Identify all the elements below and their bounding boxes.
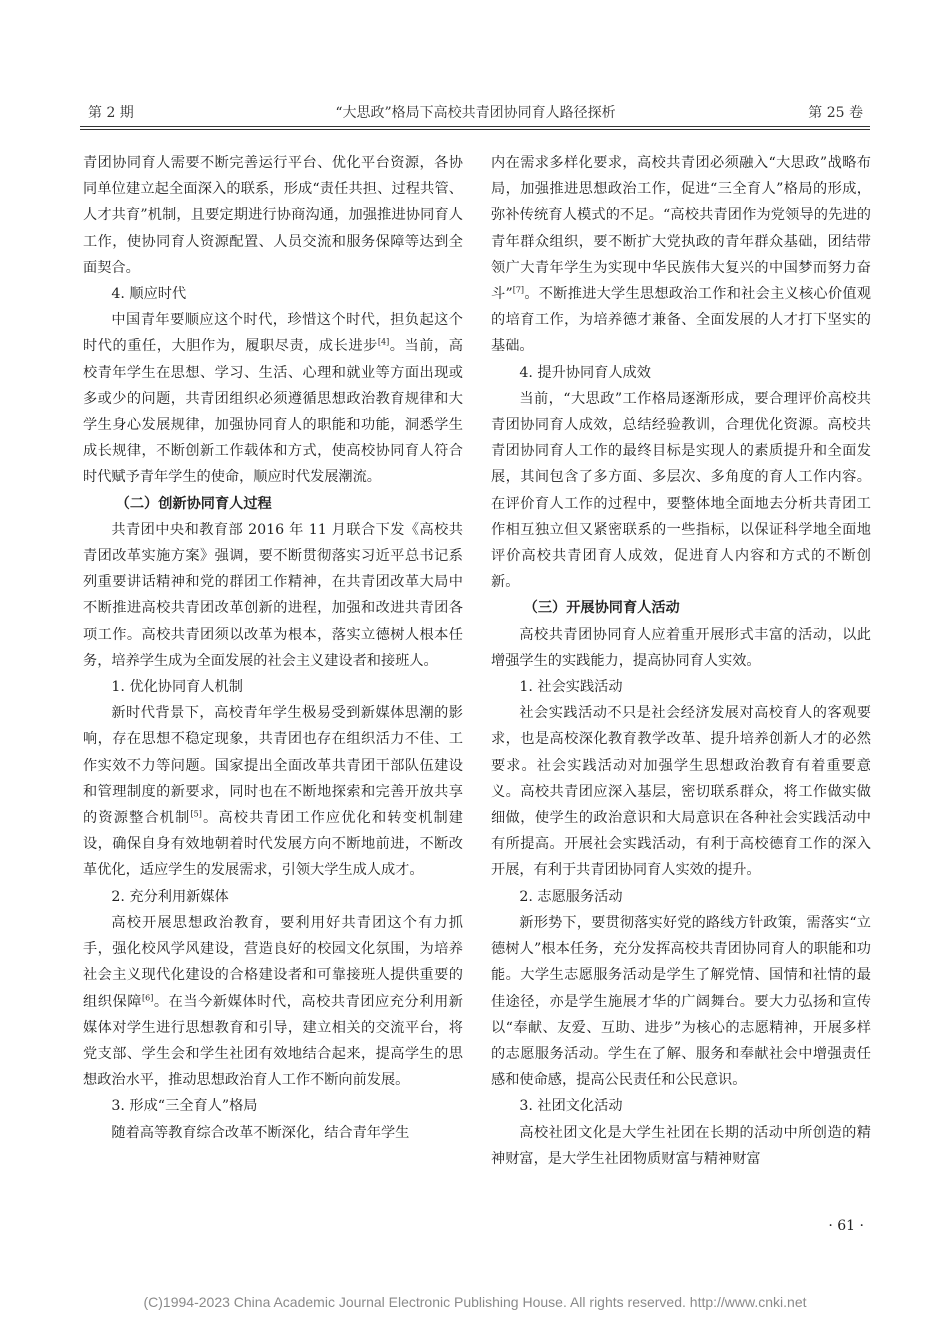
citation-ref[interactable]: [5]: [190, 809, 202, 819]
paragraph: 高校开展思想政治教育，要利用好共青团这个有力抓手，强化校风学风建设，营造良好的校园文化氛围，为培养社会主义现代化建设的合格建设者和可靠接班人提供重要的组织保障[6]。在当今新媒体时代，高校共青团应充分利用新媒体对学生进行思想教育和引导，建立相关的交流平台，将党支部、学生会和学生社团有效地结合起来，提高学生的思想政治水平，推动思想政治育人工作不断向前发展。: [83, 914, 463, 1089]
paragraph: 内在需求多样化要求，高校共青团必须融入“大思政”战略布局，加强推进思想政治工作，促进“三全育人”格局的形成，弥补传统育人模式的不足。“高校共青团作为党领导的先进的青年群众组织，要不断扩大党执政的青年群众基础，团结带领广大青年学生为实现中华民族伟大复兴的中国梦而努力奋斗”[7]。不断推进大学生思想政治工作和社会主义核心价值观的培育工作，为培养德才兼备、全面发展的人才打下坚实的基础。: [491, 155, 871, 355]
subsection-heading: 1. 优化协同育人机制: [111, 679, 243, 696]
header-rule-bottom: [80, 129, 870, 130]
page-number: · 61 ·: [828, 1218, 864, 1234]
copyright-footer: (C)1994-2023 China Academic Journal Electronic Publishing House. All rights reserved. http://www.cnki.net: [143, 1294, 807, 1310]
running-header: [88, 96, 863, 124]
left-column: [83, 150, 463, 1146]
header-rule-top: [80, 126, 870, 127]
section-heading: （二）创新协同育人过程: [115, 495, 272, 512]
right-column: [491, 150, 871, 1172]
paragraph: 随着高等教育综合改革不断深化，结合青年学生: [111, 1124, 410, 1141]
paragraph: 共青团中央和教育部 2016 年 11 月联合下发《高校共青团改革实施方案》强调，要不断贯彻落实习近平总书记系列重要讲话精神和党的群团工作精神，在共青团改革大局中不断推进高校共青团改革创新的进程，加强和改进共青团各项工作。高校共青团须以改革为根本，落实立德树人根本任务，培养学生成为全面发展的社会主义建设者和接班人。: [83, 521, 463, 669]
paragraph: 中国青年要顺应这个时代，珍惜这个时代，担负起这个时代的重任，大胆作为，履职尽责，成长进步[4]。当前，高校青年学生在思想、学习、生活、心理和就业等方面出现或多或少的问题，共青团组织必须遵循思想政治教育规律和大学生身心发展规律，加强协同育人的职能和功能，洞悉学生成长规律，不断创新工作载体和方式，使高校协同育人符合时代赋予青年学生的使命，顺应时代发展潮流。: [83, 312, 463, 486]
issue-number: 第 2 期: [88, 105, 134, 121]
subsection-heading: 4. 顺应时代: [111, 286, 187, 303]
paragraph: 新时代背景下，高校青年学生极易受到新媒体思潮的影响，存在思想不稳定现象，共青团也存在组织活力不佳、工作实效不力等问题。国家提出全面改革共青团干部队伍建设和管理制度的新要求，同时也在不断地探索和完善开放共享的资源整合机制[5]。高校共青团工作应优化和转变机制建设，确保自身有效地朝着时代发展方向不断地前进，不断改革优化，适应学生的发展需求，引领大学生成人成才。: [83, 705, 463, 879]
subsection-heading: 2. 充分利用新媒体: [111, 888, 229, 905]
subsection-heading: 1. 社会实践活动: [519, 679, 623, 696]
citation-ref[interactable]: [4]: [377, 337, 390, 347]
citation-ref[interactable]: [7]: [512, 285, 525, 295]
paragraph: 新形势下，要贯彻落实好党的路线方针政策，需落实“立德树人”根本任务，充分发挥高校共青团协同育人的职能和功能。大学生志愿服务活动是学生了解党情、国情和社情的最佳途径，亦是学生施展才华的广阔舞台。要大力弘扬和宣传以“奉献、友爱、互助、进步”为核心的志愿精神，开展多样的志愿服务活动。学生在了解、服务和奉献社会中增强责任感和使命感，提高公民责任和公民意识。: [491, 914, 871, 1089]
running-title: “大思政”格局下高校共青团协同育人路径探析: [335, 105, 616, 121]
paragraph: 当前，“大思政”工作格局逐渐形成，要合理评价高校共青团协同育人成效，总结经验教训，合理优化资源。高校共青团协同育人工作的最终目标是实现人的素质提升和全面发展，其间包含了多方面、多层次、多角度的育人工作内容。在评价育人工作的过程中，要整体地全面地去分析共青团工作相互独立但又紧密联系的一些指标，以保证科学地全面地评价高校共青团育人成效，促进育人内容和方式的不断创新。: [491, 390, 871, 591]
paragraph: 社会实践活动不只是社会经济发展对高校育人的客观要求，也是高校深化教育教学改革、提升培养创新人才的必然要求。社会实践活动对加强学生思想政治教育有着重要意义。高校共青团应深入基层，密切联系群众，将工作做实做细做，使学生的政治意识和大局意识在各种社会实践活动中有所提高。开展社会实践活动，有利于高校德育工作的深入开展，有利于共青团协同育人实效的提升。: [491, 705, 871, 879]
section-heading: （三）开展协同育人活动: [523, 600, 680, 617]
subsection-heading: 3. 形成“三全育人”格局: [111, 1098, 258, 1115]
subsection-heading: 2. 志愿服务活动: [519, 888, 623, 905]
paragraph: 高校共青团协同育人应着重开展形式丰富的活动，以此增强学生的实践能力，提高协同育人实效。: [491, 626, 871, 669]
paragraph: 青团协同育人需要不断完善运行平台、优化平台资源，各协同单位建立起全面深入的联系，形成“责任共担、过程共管、人才共育”机制，且要定期进行协商沟通，加强推进协同育人工作，使协同育人资源配置、人员交流和服务保障等达到全面契合。: [83, 155, 463, 276]
citation-ref[interactable]: [6]: [141, 992, 154, 1002]
paragraph: 高校社团文化是大学生社团在长期的活动中所创造的精神财富，是大学生社团物质财富与精神财富: [491, 1124, 871, 1167]
subsection-heading: 3. 社团文化活动: [519, 1098, 623, 1115]
volume-number: 第 25 卷: [808, 105, 863, 121]
subsection-heading: 4. 提升协同育人成效: [519, 364, 651, 381]
